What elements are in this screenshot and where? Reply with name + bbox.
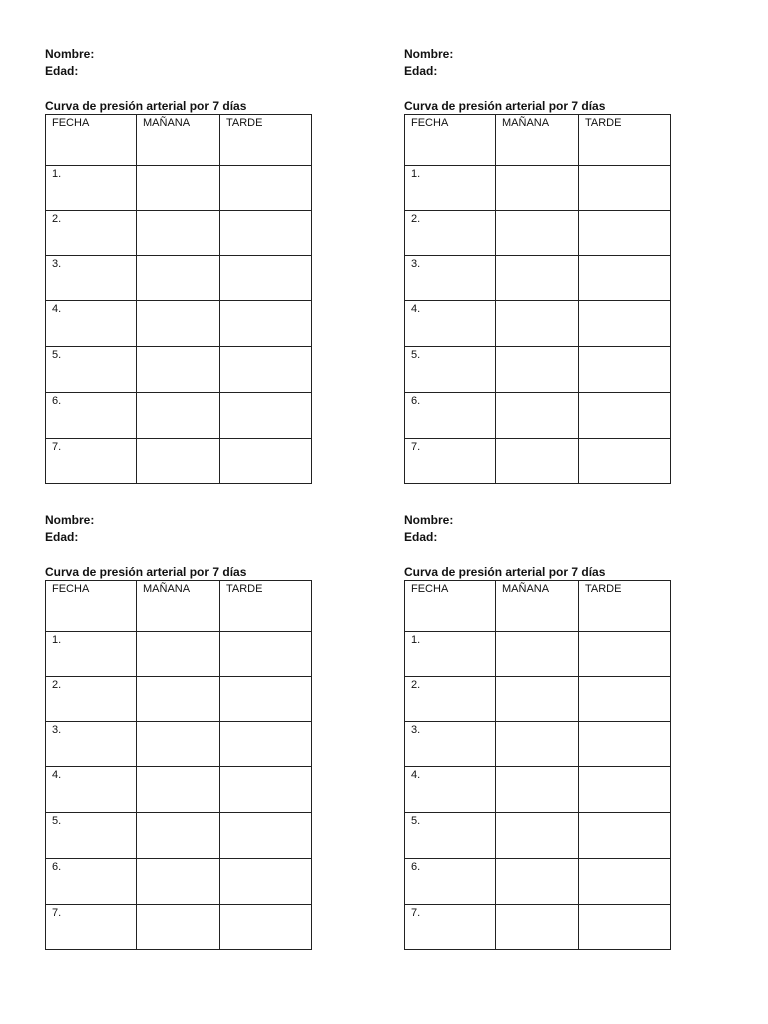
table-row xyxy=(46,859,312,905)
day-number-cell: 3. xyxy=(405,722,496,767)
afternoon-reading-cell[interactable] xyxy=(220,393,312,439)
age-label: Edad: xyxy=(45,64,79,78)
table-row xyxy=(46,813,312,859)
column-header-tarde: TARDE xyxy=(220,115,312,166)
afternoon-reading-cell[interactable] xyxy=(579,905,671,950)
morning-reading-cell[interactable] xyxy=(137,347,220,393)
name-label: Nombre: xyxy=(45,47,95,61)
table-row xyxy=(46,677,312,722)
morning-reading-cell[interactable] xyxy=(137,722,220,767)
afternoon-reading-cell[interactable] xyxy=(579,256,671,301)
morning-reading-cell[interactable] xyxy=(137,301,220,347)
table-row xyxy=(405,439,671,484)
column-header-fecha: FECHA xyxy=(405,581,496,632)
pressure-form xyxy=(45,512,313,950)
morning-reading-cell[interactable] xyxy=(496,301,579,347)
morning-reading-cell[interactable] xyxy=(137,393,220,439)
pressure-table xyxy=(45,114,312,484)
table-row xyxy=(405,347,671,393)
day-number-cell: 7. xyxy=(46,439,137,484)
day-number-cell: 2. xyxy=(405,677,496,722)
table-row xyxy=(46,301,312,347)
morning-reading-cell[interactable] xyxy=(496,393,579,439)
table-row xyxy=(46,632,312,677)
morning-reading-cell[interactable] xyxy=(137,677,220,722)
column-header-tarde: TARDE xyxy=(579,115,671,166)
table-row xyxy=(405,767,671,813)
form-title: Curva de presión arterial por 7 días xyxy=(45,565,247,579)
afternoon-reading-cell[interactable] xyxy=(220,301,312,347)
age-label: Edad: xyxy=(45,530,79,544)
day-number-cell: 2. xyxy=(46,211,137,256)
afternoon-reading-cell[interactable] xyxy=(220,859,312,905)
afternoon-reading-cell[interactable] xyxy=(220,722,312,767)
column-header-manana: MAÑANA xyxy=(137,581,220,632)
day-number-cell: 1. xyxy=(46,166,137,211)
morning-reading-cell[interactable] xyxy=(137,859,220,905)
day-number-cell: 6. xyxy=(46,859,137,905)
column-header-fecha: FECHA xyxy=(46,581,137,632)
table-header-row xyxy=(46,115,312,166)
afternoon-reading-cell[interactable] xyxy=(579,301,671,347)
age-label: Edad: xyxy=(404,530,438,544)
afternoon-reading-cell[interactable] xyxy=(220,256,312,301)
afternoon-reading-cell[interactable] xyxy=(220,211,312,256)
morning-reading-cell[interactable] xyxy=(496,439,579,484)
day-number-cell: 3. xyxy=(46,722,137,767)
morning-reading-cell[interactable] xyxy=(137,166,220,211)
afternoon-reading-cell[interactable] xyxy=(220,439,312,484)
morning-reading-cell[interactable] xyxy=(137,439,220,484)
pressure-table xyxy=(45,580,312,950)
day-number-cell: 4. xyxy=(405,301,496,347)
table-row xyxy=(405,632,671,677)
table-header-row xyxy=(405,115,671,166)
name-label: Nombre: xyxy=(404,47,454,61)
day-number-cell: 4. xyxy=(46,301,137,347)
table-row xyxy=(405,722,671,767)
afternoon-reading-cell[interactable] xyxy=(579,439,671,484)
afternoon-reading-cell[interactable] xyxy=(579,767,671,813)
afternoon-reading-cell[interactable] xyxy=(579,166,671,211)
day-number-cell: 7. xyxy=(405,439,496,484)
morning-reading-cell[interactable] xyxy=(137,813,220,859)
table-row xyxy=(46,256,312,301)
table-row xyxy=(405,393,671,439)
table-header-row xyxy=(405,581,671,632)
morning-reading-cell[interactable] xyxy=(137,905,220,950)
morning-reading-cell[interactable] xyxy=(496,632,579,677)
day-number-cell: 4. xyxy=(405,767,496,813)
morning-reading-cell[interactable] xyxy=(496,813,579,859)
name-label: Nombre: xyxy=(404,513,454,527)
name-label: Nombre: xyxy=(45,513,95,527)
afternoon-reading-cell[interactable] xyxy=(220,813,312,859)
table-row xyxy=(405,211,671,256)
morning-reading-cell[interactable] xyxy=(137,211,220,256)
pressure-form xyxy=(45,46,313,484)
column-header-manana: MAÑANA xyxy=(137,115,220,166)
pressure-table xyxy=(404,580,671,950)
afternoon-reading-cell[interactable] xyxy=(220,632,312,677)
morning-reading-cell[interactable] xyxy=(496,767,579,813)
afternoon-reading-cell[interactable] xyxy=(579,347,671,393)
day-number-cell: 5. xyxy=(405,347,496,393)
table-row xyxy=(405,256,671,301)
afternoon-reading-cell[interactable] xyxy=(579,722,671,767)
day-number-cell: 5. xyxy=(405,813,496,859)
day-number-cell: 3. xyxy=(46,256,137,301)
day-number-cell: 5. xyxy=(46,813,137,859)
form-title: Curva de presión arterial por 7 días xyxy=(45,99,247,113)
table-row xyxy=(405,905,671,950)
table-header-row xyxy=(46,581,312,632)
column-header-fecha: FECHA xyxy=(46,115,137,166)
afternoon-reading-cell[interactable] xyxy=(220,767,312,813)
table-row xyxy=(46,767,312,813)
afternoon-reading-cell[interactable] xyxy=(579,813,671,859)
day-number-cell: 7. xyxy=(46,905,137,950)
table-row xyxy=(405,859,671,905)
morning-reading-cell[interactable] xyxy=(496,677,579,722)
table-row xyxy=(46,393,312,439)
morning-reading-cell[interactable] xyxy=(137,256,220,301)
day-number-cell: 1. xyxy=(405,632,496,677)
afternoon-reading-cell[interactable] xyxy=(579,393,671,439)
day-number-cell: 2. xyxy=(405,211,496,256)
afternoon-reading-cell[interactable] xyxy=(220,166,312,211)
day-number-cell: 1. xyxy=(405,166,496,211)
table-row xyxy=(46,722,312,767)
day-number-cell: 4. xyxy=(46,767,137,813)
pressure-form xyxy=(404,46,672,484)
afternoon-reading-cell[interactable] xyxy=(220,347,312,393)
form-title: Curva de presión arterial por 7 días xyxy=(404,565,606,579)
table-row xyxy=(46,347,312,393)
table-row xyxy=(46,439,312,484)
day-number-cell: 3. xyxy=(405,256,496,301)
afternoon-reading-cell[interactable] xyxy=(579,859,671,905)
afternoon-reading-cell[interactable] xyxy=(579,632,671,677)
morning-reading-cell[interactable] xyxy=(496,256,579,301)
table-row xyxy=(405,813,671,859)
morning-reading-cell[interactable] xyxy=(496,166,579,211)
day-number-cell: 1. xyxy=(46,632,137,677)
table-row xyxy=(405,166,671,211)
age-label: Edad: xyxy=(404,64,438,78)
column-header-tarde: TARDE xyxy=(220,581,312,632)
morning-reading-cell[interactable] xyxy=(496,859,579,905)
table-row xyxy=(405,677,671,722)
afternoon-reading-cell[interactable] xyxy=(579,677,671,722)
afternoon-reading-cell[interactable] xyxy=(579,211,671,256)
morning-reading-cell[interactable] xyxy=(496,347,579,393)
column-header-manana: MAÑANA xyxy=(496,581,579,632)
day-number-cell: 2. xyxy=(46,677,137,722)
morning-reading-cell[interactable] xyxy=(496,211,579,256)
day-number-cell: 6. xyxy=(405,393,496,439)
morning-reading-cell[interactable] xyxy=(496,722,579,767)
day-number-cell: 6. xyxy=(46,393,137,439)
morning-reading-cell[interactable] xyxy=(137,767,220,813)
column-header-fecha: FECHA xyxy=(405,115,496,166)
day-number-cell: 5. xyxy=(46,347,137,393)
table-row xyxy=(405,301,671,347)
day-number-cell: 7. xyxy=(405,905,496,950)
morning-reading-cell[interactable] xyxy=(496,905,579,950)
column-header-manana: MAÑANA xyxy=(496,115,579,166)
column-header-tarde: TARDE xyxy=(579,581,671,632)
table-row xyxy=(46,166,312,211)
afternoon-reading-cell[interactable] xyxy=(220,677,312,722)
table-row xyxy=(46,905,312,950)
form-title: Curva de presión arterial por 7 días xyxy=(404,99,606,113)
morning-reading-cell[interactable] xyxy=(137,632,220,677)
pressure-table xyxy=(404,114,671,484)
pressure-form xyxy=(404,512,672,950)
day-number-cell: 6. xyxy=(405,859,496,905)
table-row xyxy=(46,211,312,256)
afternoon-reading-cell[interactable] xyxy=(220,905,312,950)
